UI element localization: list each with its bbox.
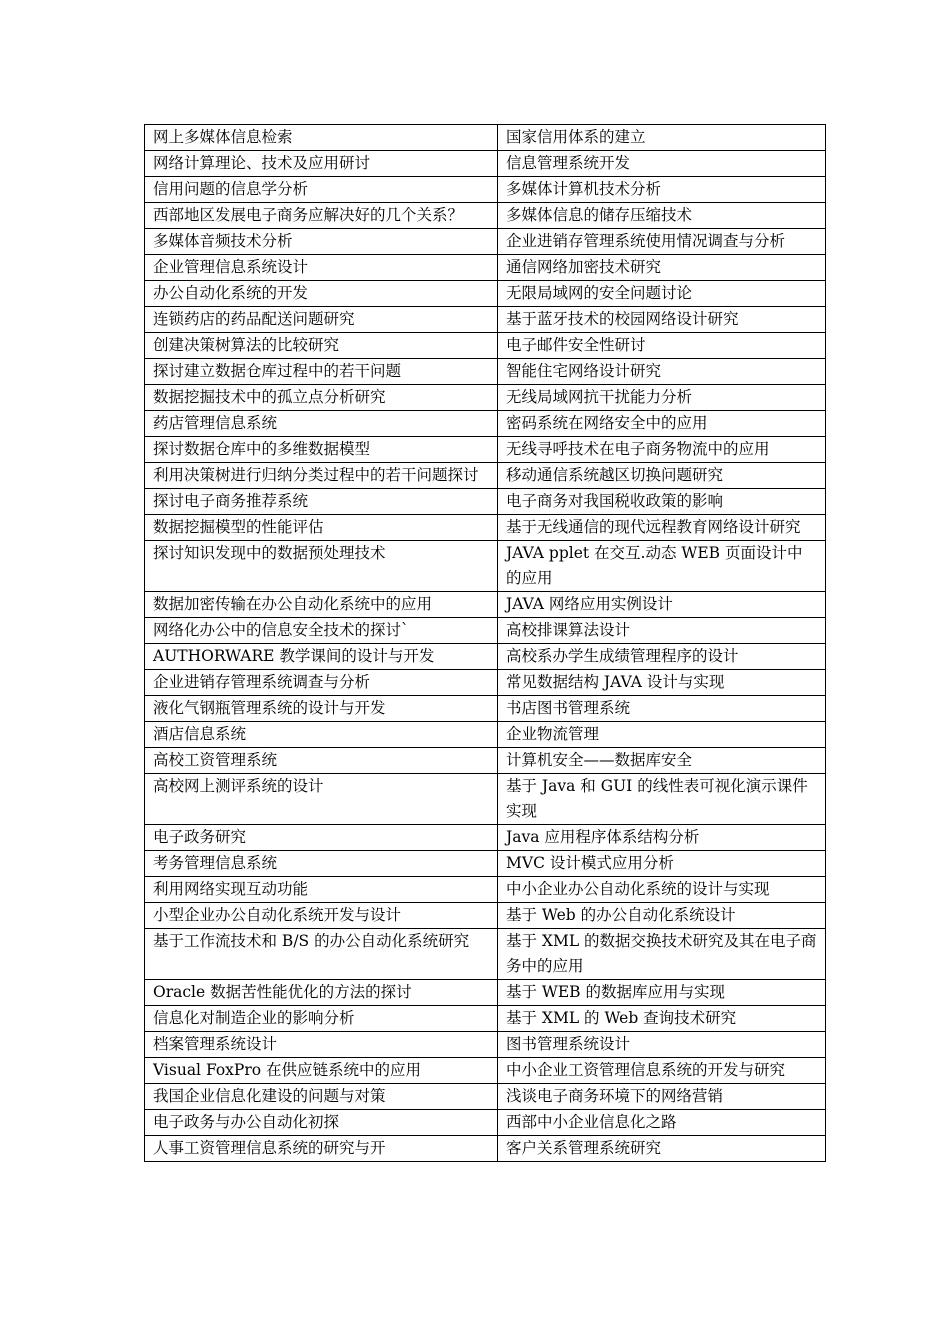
topic-cell-left: 探讨知识发现中的数据预处理技术 bbox=[145, 541, 498, 592]
topic-cell-right: 基于 Web 的办公自动化系统设计 bbox=[498, 903, 826, 929]
table-row bbox=[145, 825, 826, 851]
topic-cell-left: 高校工资管理系统 bbox=[145, 748, 498, 774]
topics-table bbox=[144, 124, 826, 1162]
table-row bbox=[145, 125, 826, 151]
table-row bbox=[145, 463, 826, 489]
topic-cell-right: 移动通信系统越区切换问题研究 bbox=[498, 463, 826, 489]
topic-cell-left: 药店管理信息系统 bbox=[145, 411, 498, 437]
topic-cell-right: 计算机安全——数据库安全 bbox=[498, 748, 826, 774]
topic-cell-left: 考务管理信息系统 bbox=[145, 851, 498, 877]
table-row bbox=[145, 1084, 826, 1110]
topic-cell-right: 电子邮件安全性研讨 bbox=[498, 333, 826, 359]
table-row bbox=[145, 541, 826, 592]
table-row bbox=[145, 359, 826, 385]
topic-cell-right: 国家信用体系的建立 bbox=[498, 125, 826, 151]
topic-cell-left: 小型企业办公自动化系统开发与设计 bbox=[145, 903, 498, 929]
topic-cell-right: 通信网络加密技术研究 bbox=[498, 255, 826, 281]
table-row bbox=[145, 980, 826, 1006]
table-row bbox=[145, 307, 826, 333]
topic-cell-left: 人事工资管理信息系统的研究与开 bbox=[145, 1136, 498, 1162]
table-row bbox=[145, 877, 826, 903]
topic-cell-right: 无线局域网抗干扰能力分析 bbox=[498, 385, 826, 411]
table-row bbox=[145, 929, 826, 980]
topic-cell-right: 中小企业工资管理信息系统的开发与研究 bbox=[498, 1058, 826, 1084]
topic-cell-left: 信用问题的信息学分析 bbox=[145, 177, 498, 203]
table-row bbox=[145, 255, 826, 281]
topic-cell-left: 利用决策树进行归纳分类过程中的若干问题探讨 bbox=[145, 463, 498, 489]
topic-cell-right: 西部中小企业信息化之路 bbox=[498, 1110, 826, 1136]
table-row bbox=[145, 774, 826, 825]
topic-cell-left: 西部地区发展电子商务应解决好的几个关系？ bbox=[145, 203, 498, 229]
topic-cell-right: 企业物流管理 bbox=[498, 722, 826, 748]
topic-cell-right: 书店图书管理系统 bbox=[498, 696, 826, 722]
topic-cell-left: 档案管理系统设计 bbox=[145, 1032, 498, 1058]
topic-cell-right: 智能住宅网络设计研究 bbox=[498, 359, 826, 385]
topic-cell-left: 电子政务与办公自动化初探 bbox=[145, 1110, 498, 1136]
topic-cell-right: 基于 XML 的数据交换技术研究及其在电子商务中的应用 bbox=[498, 929, 826, 980]
topic-cell-left: 网络计算理论、技术及应用研讨 bbox=[145, 151, 498, 177]
table-row bbox=[145, 151, 826, 177]
topic-cell-right: 无限局域网的安全问题讨论 bbox=[498, 281, 826, 307]
table-row bbox=[145, 851, 826, 877]
topics-table-body bbox=[145, 125, 826, 1162]
topic-cell-left: AUTHORWARE 教学课间的设计与开发 bbox=[145, 644, 498, 670]
topic-cell-right: 基于 XML 的 Web 查询技术研究 bbox=[498, 1006, 826, 1032]
topic-cell-left: 创建决策树算法的比较研究 bbox=[145, 333, 498, 359]
table-row bbox=[145, 722, 826, 748]
topic-cell-right: 基于 WEB 的数据库应用与实现 bbox=[498, 980, 826, 1006]
table-row bbox=[145, 1058, 826, 1084]
topic-cell-right: 中小企业办公自动化系统的设计与实现 bbox=[498, 877, 826, 903]
topic-cell-left: 办公自动化系统的开发 bbox=[145, 281, 498, 307]
topic-cell-right: MVC 设计模式应用分析 bbox=[498, 851, 826, 877]
topic-cell-left: 信息化对制造企业的影响分析 bbox=[145, 1006, 498, 1032]
topic-cell-right: Java 应用程序体系结构分析 bbox=[498, 825, 826, 851]
table-row bbox=[145, 696, 826, 722]
topic-cell-left: 液化气钢瓶管理系统的设计与开发 bbox=[145, 696, 498, 722]
topic-cell-left: 探讨数据仓库中的多维数据模型 bbox=[145, 437, 498, 463]
table-row bbox=[145, 670, 826, 696]
topic-cell-left: 网络化办公中的信息安全技术的探讨` bbox=[145, 618, 498, 644]
topic-cell-left: 电子政务研究 bbox=[145, 825, 498, 851]
topic-cell-left: 酒店信息系统 bbox=[145, 722, 498, 748]
topic-cell-right: 高校排课算法设计 bbox=[498, 618, 826, 644]
table-row bbox=[145, 903, 826, 929]
topic-cell-right: JAVA 网络应用实例设计 bbox=[498, 592, 826, 618]
table-row bbox=[145, 411, 826, 437]
table-row bbox=[145, 385, 826, 411]
topic-cell-right: 客户关系管理系统研究 bbox=[498, 1136, 826, 1162]
table-row bbox=[145, 592, 826, 618]
topic-cell-right: 基于 Java 和 GUI 的线性表可视化演示课件实现 bbox=[498, 774, 826, 825]
topic-cell-right: 无线寻呼技术在电子商务物流中的应用 bbox=[498, 437, 826, 463]
topic-cell-left: 探讨电子商务推荐系统 bbox=[145, 489, 498, 515]
topic-cell-right: JAVA pplet 在交互.动态 WEB 页面设计中的应用 bbox=[498, 541, 826, 592]
topic-cell-right: 图书管理系统设计 bbox=[498, 1032, 826, 1058]
topic-cell-left: 企业进销存管理系统调查与分析 bbox=[145, 670, 498, 696]
topic-cell-right: 电子商务对我国税收政策的影响 bbox=[498, 489, 826, 515]
table-row bbox=[145, 1006, 826, 1032]
topic-cell-left: 探讨建立数据仓库过程中的若干问题 bbox=[145, 359, 498, 385]
table-row bbox=[145, 1032, 826, 1058]
topic-cell-right: 基于蓝牙技术的校园网络设计研究 bbox=[498, 307, 826, 333]
topic-cell-left: Visual FoxPro 在供应链系统中的应用 bbox=[145, 1058, 498, 1084]
table-row bbox=[145, 437, 826, 463]
table-row bbox=[145, 748, 826, 774]
table-row bbox=[145, 618, 826, 644]
topic-cell-left: 数据挖掘技术中的孤立点分析研究 bbox=[145, 385, 498, 411]
topic-cell-left: 数据挖掘模型的性能评估 bbox=[145, 515, 498, 541]
table-row bbox=[145, 333, 826, 359]
topic-cell-right: 基于无线通信的现代远程教育网络设计研究 bbox=[498, 515, 826, 541]
topic-cell-left: Oracle 数据苦性能优化的方法的探讨 bbox=[145, 980, 498, 1006]
table-row bbox=[145, 515, 826, 541]
topic-cell-right: 浅谈电子商务环境下的网络营销 bbox=[498, 1084, 826, 1110]
topic-cell-left: 基于工作流技术和 B/S 的办公自动化系统研究 bbox=[145, 929, 498, 980]
table-row bbox=[145, 1110, 826, 1136]
topic-cell-right: 密码系统在网络安全中的应用 bbox=[498, 411, 826, 437]
topic-cell-left: 数据加密传输在办公自动化系统中的应用 bbox=[145, 592, 498, 618]
topic-cell-right: 常见数据结构 JAVA 设计与实现 bbox=[498, 670, 826, 696]
topic-cell-left: 利用网络实现互动功能 bbox=[145, 877, 498, 903]
topic-cell-right: 企业进销存管理系统使用情况调查与分析 bbox=[498, 229, 826, 255]
table-row bbox=[145, 203, 826, 229]
topic-cell-right: 多媒体计算机技术分析 bbox=[498, 177, 826, 203]
topic-cell-right: 信息管理系统开发 bbox=[498, 151, 826, 177]
topic-cell-left: 高校网上测评系统的设计 bbox=[145, 774, 498, 825]
topic-cell-left: 多媒体音频技术分析 bbox=[145, 229, 498, 255]
table-row bbox=[145, 177, 826, 203]
table-row bbox=[145, 281, 826, 307]
table-row bbox=[145, 1136, 826, 1162]
topic-cell-left: 我国企业信息化建设的问题与对策 bbox=[145, 1084, 498, 1110]
table-row bbox=[145, 644, 826, 670]
topic-cell-left: 企业管理信息系统设计 bbox=[145, 255, 498, 281]
topic-cell-left: 连锁药店的药品配送问题研究 bbox=[145, 307, 498, 333]
topic-cell-right: 高校系办学生成绩管理程序的设计 bbox=[498, 644, 826, 670]
table-row bbox=[145, 489, 826, 515]
topic-cell-right: 多媒体信息的储存压缩技术 bbox=[498, 203, 826, 229]
table-row bbox=[145, 229, 826, 255]
topic-cell-left: 网上多媒体信息检索 bbox=[145, 125, 498, 151]
